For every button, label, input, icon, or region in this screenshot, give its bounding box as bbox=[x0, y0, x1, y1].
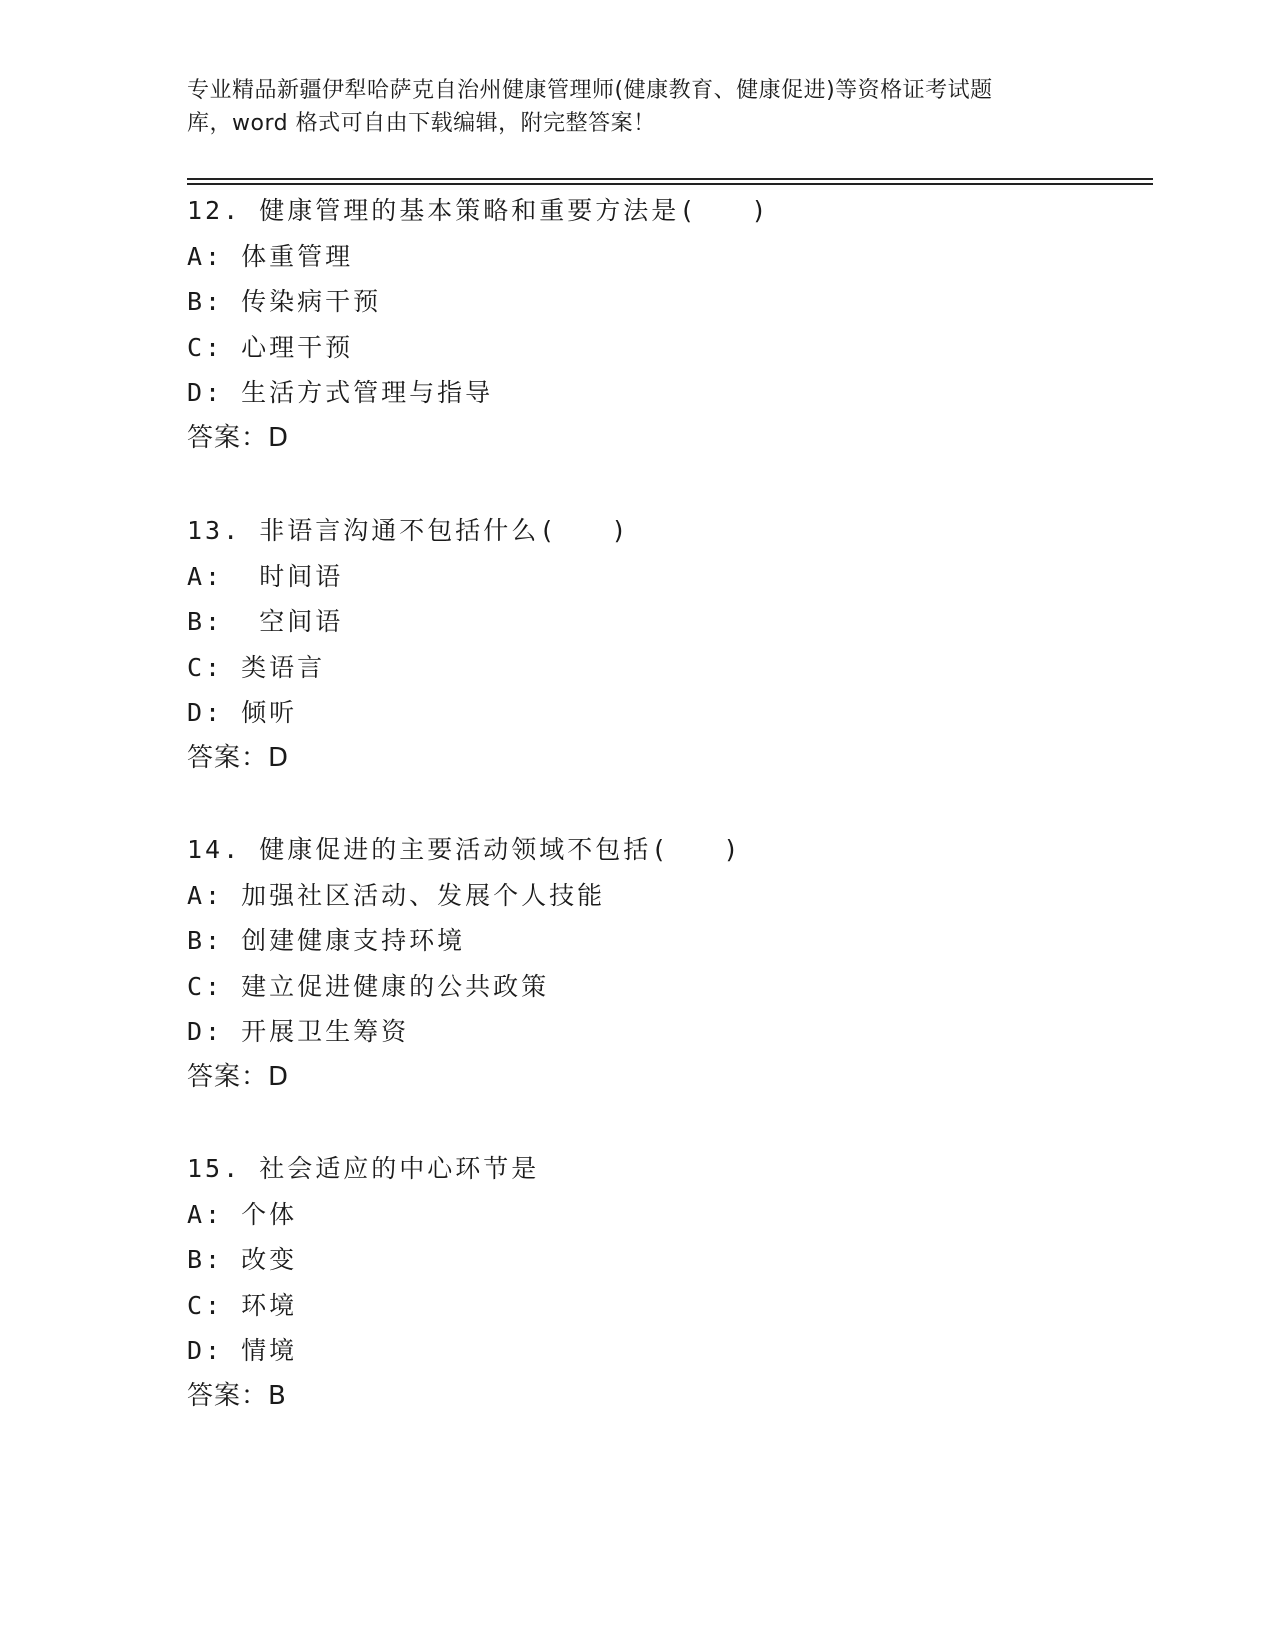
header-divider-bottom bbox=[187, 183, 1153, 185]
answer-key: 答案：B bbox=[187, 1380, 287, 1411]
option-c: C: 建立促进健康的公共政策 bbox=[187, 971, 550, 1001]
option-b: B: 传染病干预 bbox=[187, 287, 382, 317]
question-14 bbox=[187, 827, 1147, 1100]
question-stem: 15. 社会适应的中心环节是 bbox=[187, 1154, 540, 1183]
option-a: A: 个体 bbox=[187, 1199, 298, 1229]
answer-key: 答案：D bbox=[187, 1061, 290, 1092]
option-c: C: 心理干预 bbox=[187, 332, 354, 362]
header-divider-top bbox=[187, 178, 1153, 180]
question-12 bbox=[187, 188, 1147, 461]
answer-key: 答案：D bbox=[187, 742, 290, 773]
question-stem: 12. 健康管理的基本策略和重要方法是( ) bbox=[187, 196, 770, 225]
option-d: D: 开展卫生筹资 bbox=[187, 1017, 410, 1047]
option-d: D: 生活方式管理与指导 bbox=[187, 378, 494, 408]
header-line-2: 库，word 格式可自由下载编辑，附完整答案！ bbox=[187, 111, 656, 136]
option-c: C: 环境 bbox=[187, 1290, 298, 1320]
option-c: C: 类语言 bbox=[187, 652, 326, 682]
header-line-1: 专业精品新疆伊犁哈萨克自治州健康管理师(健康教育、健康促进)等资格证考试题 bbox=[187, 78, 993, 103]
option-a: A: 加强社区活动、发展个人技能 bbox=[187, 880, 606, 910]
option-a: A: 时间语 bbox=[187, 561, 344, 591]
option-d: D: 倾听 bbox=[187, 698, 298, 728]
option-b: B: 空间语 bbox=[187, 607, 344, 637]
option-d: D: 情境 bbox=[187, 1336, 298, 1366]
document-header bbox=[187, 74, 1087, 140]
question-stem: 13. 非语言沟通不包括什么( ) bbox=[187, 516, 630, 545]
question-15 bbox=[187, 1146, 1147, 1419]
option-a: A: 体重管理 bbox=[187, 241, 354, 271]
option-b: B: 创建健康支持环境 bbox=[187, 926, 466, 956]
answer-key: 答案：D bbox=[187, 422, 290, 453]
question-13 bbox=[187, 508, 1147, 781]
question-stem: 14. 健康促进的主要活动领域不包括( ) bbox=[187, 835, 742, 864]
option-b: B: 改变 bbox=[187, 1245, 298, 1275]
